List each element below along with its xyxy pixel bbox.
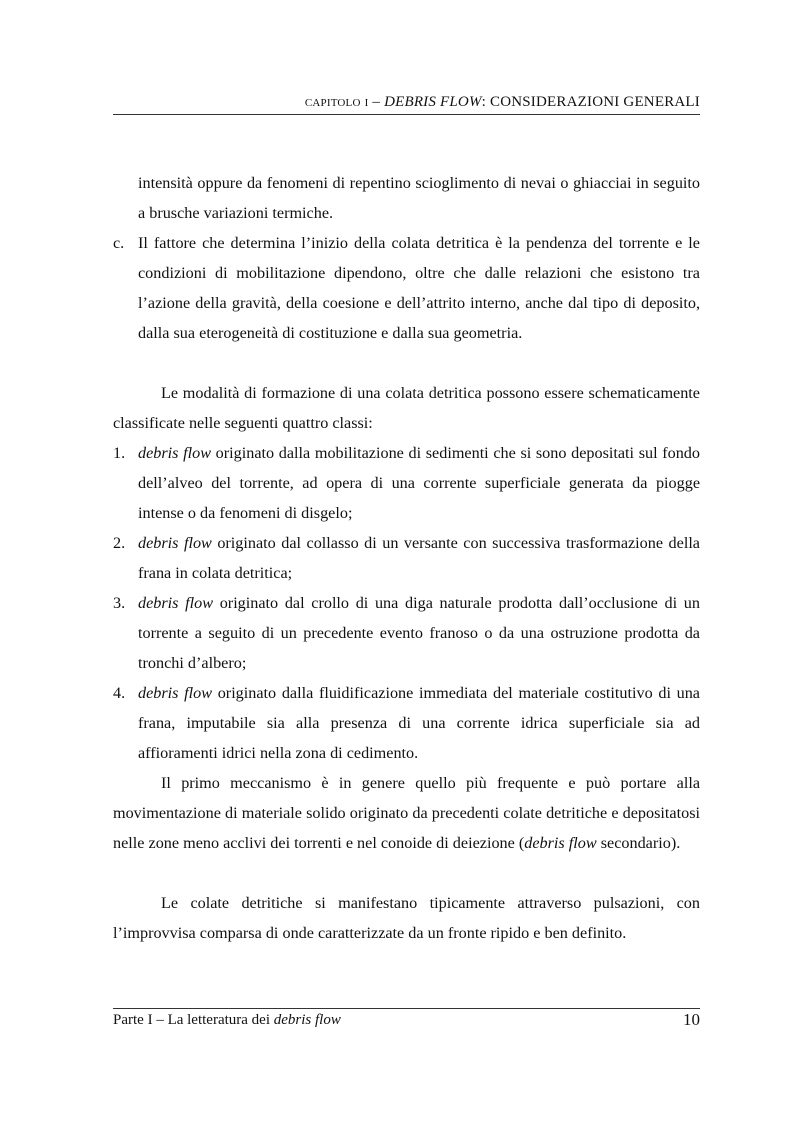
header-subtitle: CONSIDERAZIONI GENERALI bbox=[490, 94, 700, 110]
page-number: 10 bbox=[683, 1010, 700, 1029]
footer-part bbox=[113, 1012, 341, 1029]
header-colon: : bbox=[481, 94, 487, 110]
list-marker: c. bbox=[113, 234, 125, 252]
pulsation-paragraph: Le colate detritiche si manifestano tipicamente attraverso pulsazioni, con l’improvvisa comparsa di onde caratterizzate da un fronte ripido e ben definito. bbox=[113, 894, 700, 942]
list-item-c bbox=[113, 228, 700, 348]
list-item-1 bbox=[113, 438, 700, 528]
list-item-text: originato dalla mobilitazione di sedimenti che si sono depositati sul fondo dell’alveo del torrente, ad opera di una corrente superficiale generata da piogge intense o da fenomeni di disgelo; bbox=[138, 444, 700, 522]
list-marker: 4. bbox=[113, 684, 126, 702]
list-marker: 3. bbox=[113, 594, 126, 612]
paragraph-gap bbox=[113, 348, 700, 378]
mechanism-text: Il primo meccanismo è in genere quello più frequente e può portare alla movimentazione di materiale solido originato da precedenti colate detritiche e depositatosi nelle zone meno acclivi dei torrenti e nel conoide di deiezione ( bbox=[113, 774, 700, 852]
running-header bbox=[113, 94, 700, 111]
term-italic: debris flow bbox=[138, 684, 213, 702]
paragraph-gap bbox=[113, 858, 700, 888]
list-item-3 bbox=[113, 588, 700, 678]
footer-part-text: Parte I – La letteratura dei bbox=[113, 1012, 274, 1028]
mechanism-paragraph bbox=[113, 768, 700, 858]
page-body bbox=[113, 168, 700, 948]
mechanism-tail: secondario). bbox=[596, 834, 681, 852]
continued-item-text: intensità oppure da fenomeni di repentino scioglimento di nevai o ghiacciai in seguito a brusche variazioni termiche. bbox=[138, 174, 700, 222]
list-item-text: Il fattore che determina l’inizio della colata detritica è la pendenza del torrente e le condizioni di mobilitazione dipendono, oltre che dalle relazioni che esistono tra l’azione della gravità, della coesione e dell’attrito interno, anche dal tipo di deposito, dalla sua eterogeneità di costituzione e dalla sua geometria. bbox=[138, 234, 700, 342]
footer-rule bbox=[113, 1008, 700, 1009]
term-italic: debris flow bbox=[524, 834, 597, 852]
list-marker: 2. bbox=[113, 534, 126, 552]
continued-list-item bbox=[113, 168, 700, 228]
header-chapter-num: I bbox=[364, 97, 369, 109]
list-item-text: originato dal crollo di una diga naturale prodotta dall’occlusione di un torrente a seguito di un precedente evento franoso o da una ostruzione prodotta da tronchi d’albero; bbox=[138, 594, 700, 672]
term-italic: debris flow bbox=[138, 594, 214, 612]
header-chapter-word: CAPITOLO bbox=[304, 97, 361, 109]
list-item-text: originato dalla fluidificazione immediata del materiale costitutivo di una frana, imputabile sia alla presenza di una corrente idrica superficiale sia ad affioramenti idrici nella zona di cedimento. bbox=[138, 684, 700, 762]
term-italic: debris flow bbox=[138, 534, 212, 552]
list-item-text: originato dal collasso di un versante con successiva trasformazione della frana in colata detritica; bbox=[138, 534, 700, 582]
header-topic: DEBRIS FLOW bbox=[384, 94, 482, 110]
header-dash: – bbox=[372, 94, 381, 110]
header-rule bbox=[113, 114, 700, 115]
intro-paragraph: Le modalità di formazione di una colata detritica possono essere schematicamente classificate nelle seguenti quattro classi: bbox=[113, 384, 700, 432]
list-marker: 1. bbox=[113, 444, 126, 462]
list-item-2 bbox=[113, 528, 700, 588]
footer-term: debris flow bbox=[273, 1012, 341, 1028]
list-item-4 bbox=[113, 678, 700, 768]
term-italic: debris flow bbox=[138, 444, 212, 462]
